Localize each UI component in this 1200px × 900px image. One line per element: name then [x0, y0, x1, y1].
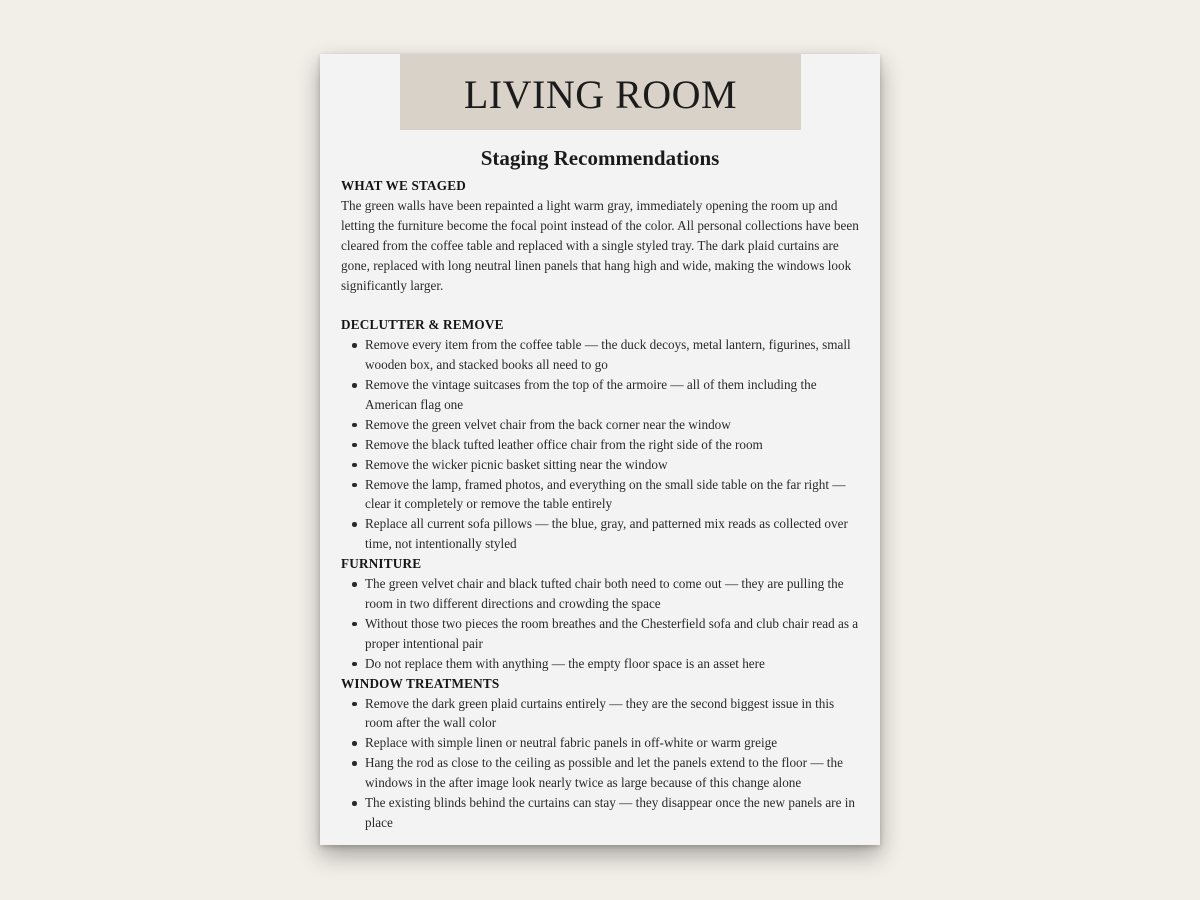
window-treatments-heading: WINDOW TREATMENTS	[341, 675, 500, 691]
list-item: Remove the vintage suitcases from the top of the armoire — all of them including the American flag one	[365, 375, 861, 415]
section-title: Staging Recommendations	[480, 146, 720, 170]
list-item: The green velvet chair and black tufted chair both need to come out — they are pulling the room in two different directions and crowding the space	[365, 574, 861, 614]
document-body	[341, 176, 861, 833]
page-title: LIVING ROOM	[463, 71, 738, 117]
document-page	[320, 54, 880, 845]
list-item: Remove every item from the coffee table — the duck decoys, metal lantern, figurines, small wooden box, and stacked books all need to go	[365, 335, 861, 375]
list-item: Remove the green velvet chair from the back corner near the window	[365, 415, 861, 435]
list-item: Do not replace them with anything — the empty floor space is an asset here	[365, 654, 861, 674]
list-item: Without those two pieces the room breathes and the Chesterfield sofa and club chair read as a proper intentional pair	[365, 614, 861, 654]
list-item: Hang the rod as close to the ceiling as possible and let the panels extend to the floor — the windows in the after image look nearly twice as large because of this change alone	[365, 753, 861, 793]
list-item: Replace all current sofa pillows — the blue, gray, and patterned mix reads as collected over time, not intentionally styled	[365, 514, 861, 554]
staged-heading: WHAT WE STAGED	[341, 178, 466, 193]
window-treatments-list	[341, 694, 861, 833]
declutter-list	[341, 335, 861, 554]
list-item: Replace with simple linen or neutral fabric panels in off-white or warm greige	[365, 733, 861, 753]
furniture-heading: FURNITURE	[341, 556, 422, 572]
list-item: Remove the lamp, framed photos, and everything on the small side table on the far right — clear it completely or remove the table entirely	[365, 475, 861, 515]
declutter-heading: DECLUTTER & REMOVE	[341, 317, 504, 333]
list-item: Remove the black tufted leather office chair from the right side of the room	[365, 435, 861, 455]
list-item: The existing blinds behind the curtains can stay — they disappear once the new panels are in place	[365, 793, 861, 833]
title-banner	[400, 54, 801, 130]
staged-paragraph: The green walls have been repainted a light warm gray, immediately opening the room up and letting the furniture become the focal point instead of the color. All personal collections have been cleared from the coffee table and replaced with a single styled tray. The dark plaid curtains are gone, replaced with long neutral linen panels that hang high and wide, making the windows look significantly larger.	[341, 197, 859, 293]
list-item: Remove the dark green plaid curtains entirely — they are the second biggest issue in this room after the wall color	[365, 694, 861, 734]
furniture-list	[341, 574, 861, 674]
list-item: Remove the wicker picnic basket sitting near the window	[365, 455, 861, 475]
